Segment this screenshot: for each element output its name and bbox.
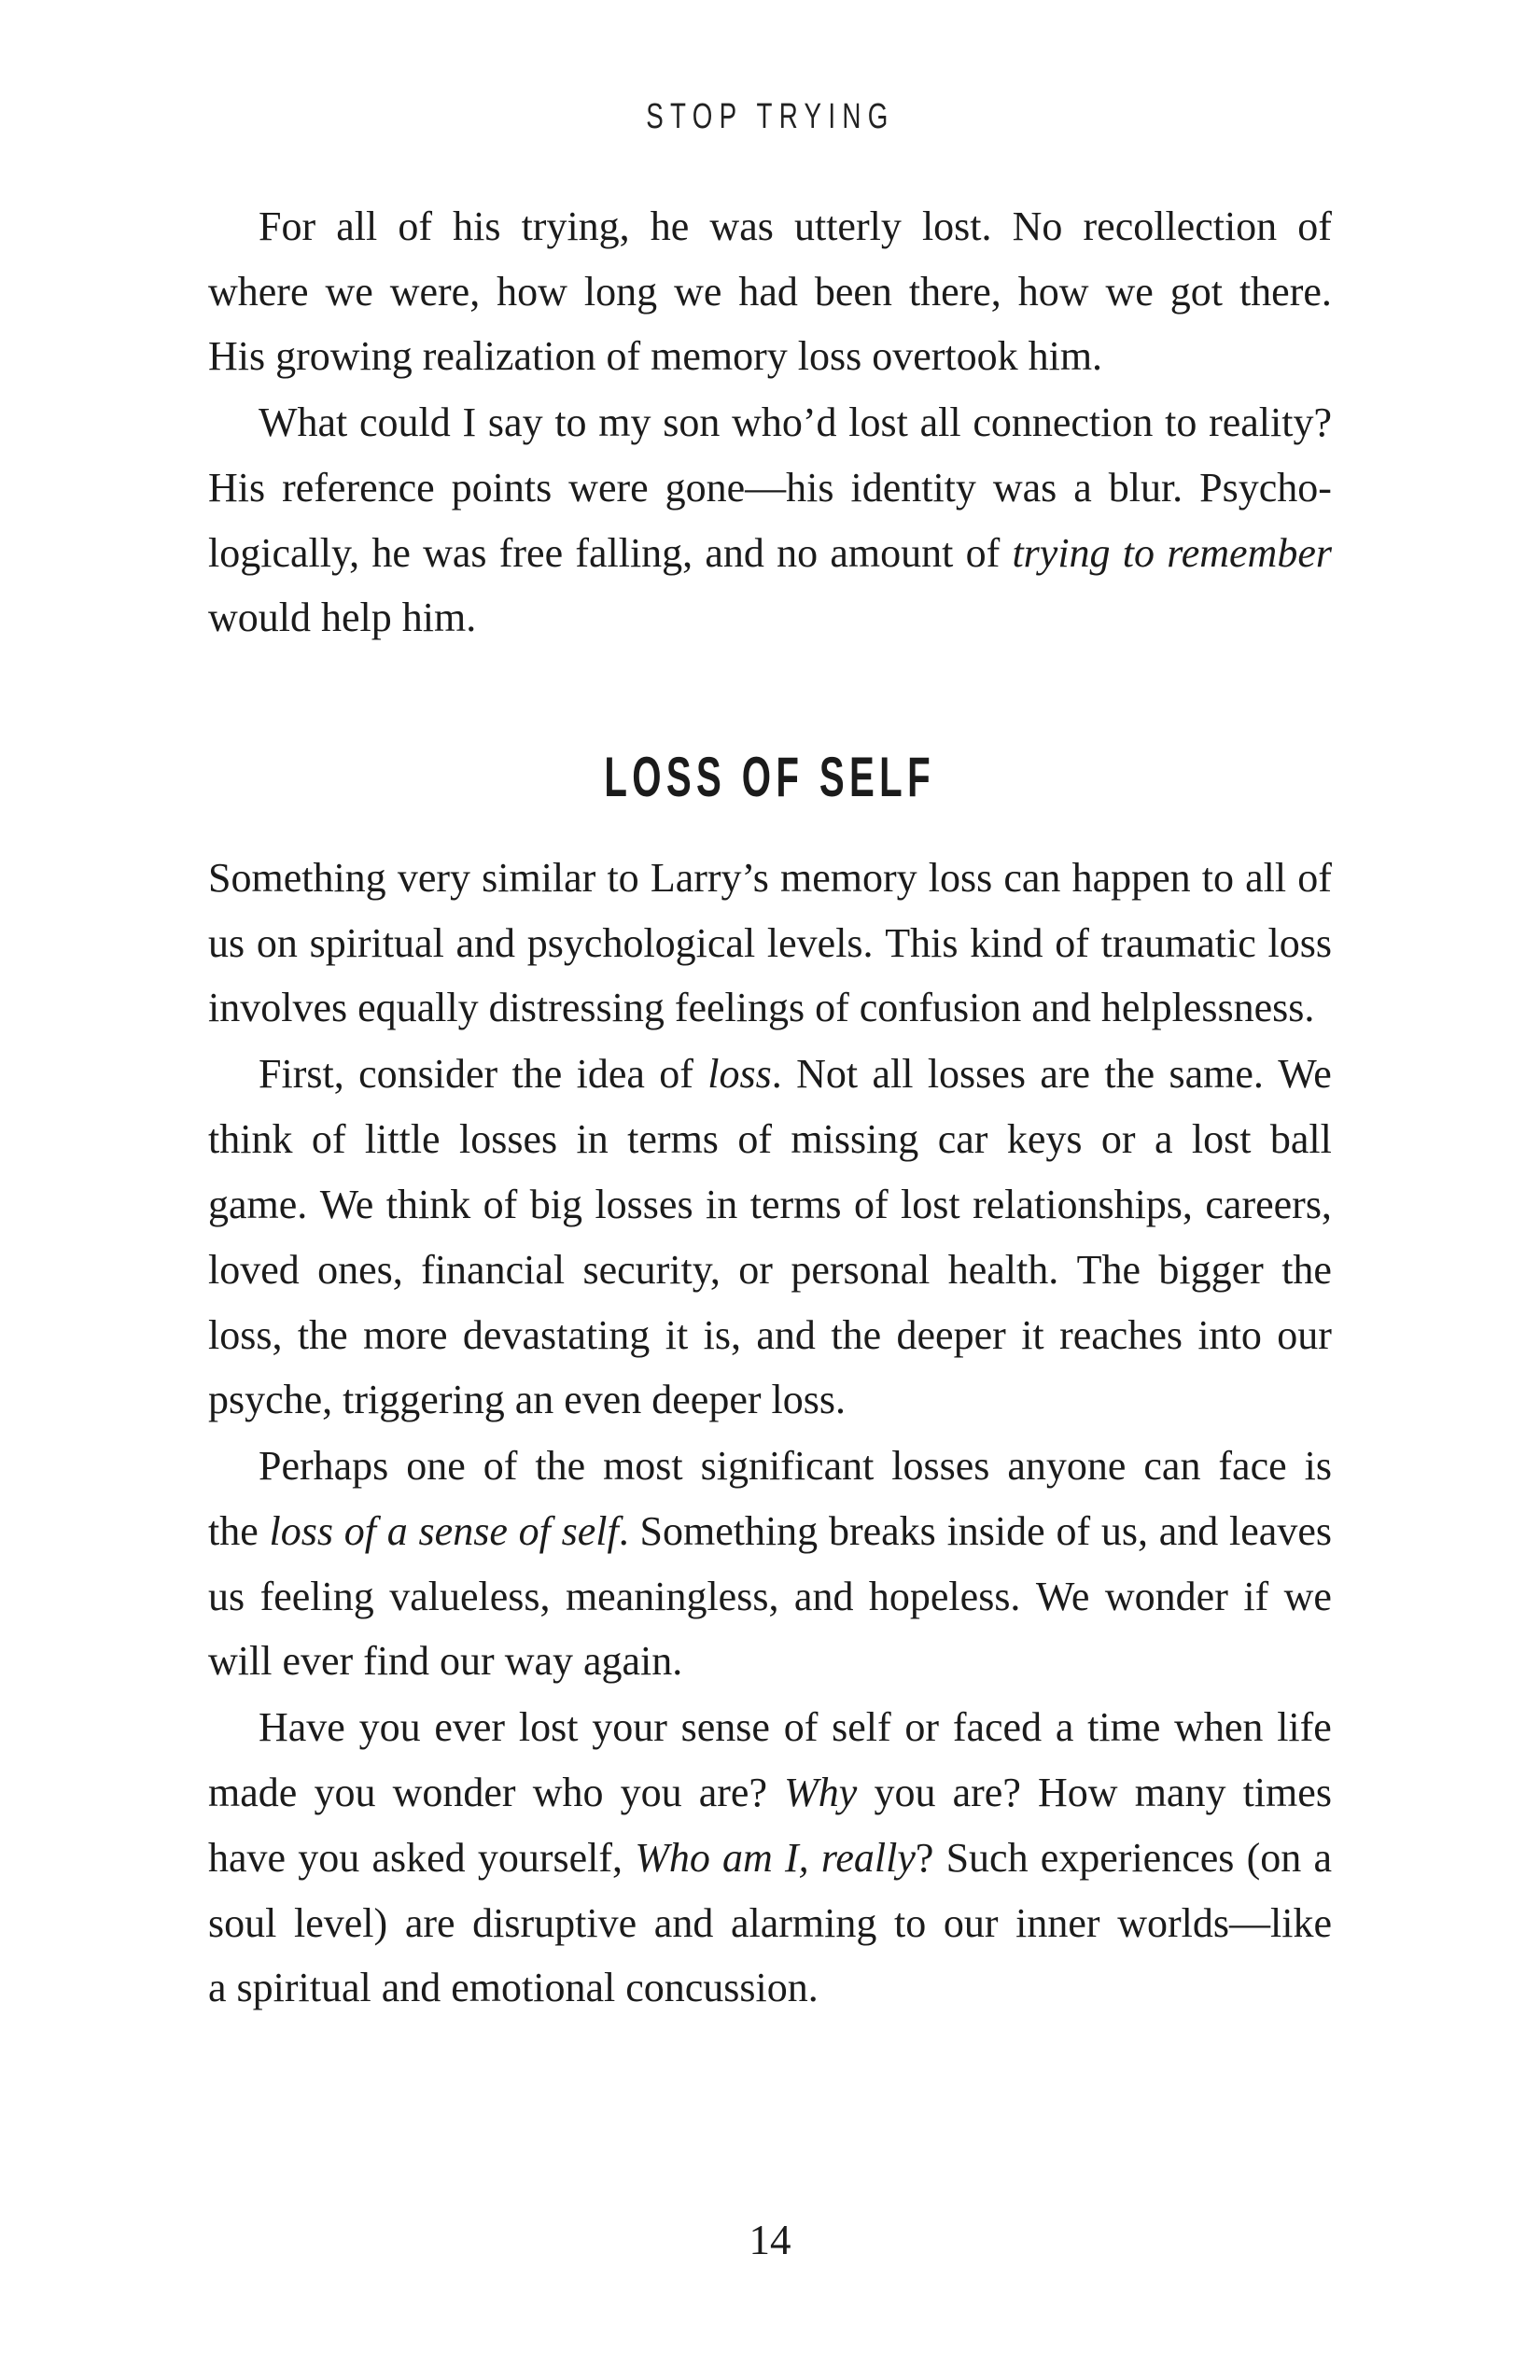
word: a [1313, 1834, 1332, 1881]
word: traumatic [1100, 919, 1256, 966]
text-line [208, 324, 1332, 389]
word: made [208, 1769, 298, 1815]
word: many [1134, 1769, 1226, 1815]
word: most [603, 1442, 683, 1489]
word: how [497, 268, 567, 315]
text-line [208, 1825, 1332, 1890]
word: faced [952, 1703, 1043, 1750]
word: I, [785, 1834, 809, 1881]
text-line [208, 389, 1332, 455]
word: of [1297, 203, 1332, 249]
word: worlds—like [1117, 1899, 1332, 1946]
word: terms [749, 1181, 842, 1227]
word: our [943, 1899, 999, 1946]
word: We [319, 1181, 374, 1227]
word: son [663, 399, 721, 445]
text-line [208, 1694, 1332, 1759]
word: losses [891, 1442, 990, 1489]
word: experiences [1040, 1834, 1235, 1881]
word: ever [434, 1703, 506, 1750]
word: meaningless, [565, 1573, 779, 1619]
paragraph [208, 1694, 1332, 2021]
body-text: involves equally distressing feelings of confusion and helplessness. [208, 985, 1315, 1030]
word: consider [358, 1050, 498, 1097]
word: his [453, 203, 501, 249]
word: sense [418, 1507, 508, 1554]
text-line [208, 1955, 1332, 2021]
word: spiritual [309, 919, 444, 966]
word: if [1243, 1573, 1269, 1619]
word: blur. [1108, 464, 1183, 511]
word: The [1076, 1246, 1141, 1293]
text-line [208, 1237, 1332, 1302]
word: car [937, 1115, 988, 1162]
word: to [1122, 529, 1155, 576]
word: to [1201, 854, 1234, 901]
word: think [208, 1115, 293, 1162]
word: the [208, 1507, 259, 1554]
word: of [518, 1507, 551, 1554]
word: very [397, 854, 470, 901]
word: keys [1006, 1115, 1083, 1162]
word: were, [389, 268, 481, 315]
word: missing [791, 1115, 919, 1162]
word: a [1055, 1703, 1074, 1750]
page-footer [0, 2219, 1540, 2261]
word: loss [269, 1507, 334, 1554]
word: in [576, 1115, 609, 1162]
word: memory [780, 854, 917, 901]
word: breaks [828, 1507, 936, 1554]
word: the [535, 1442, 586, 1489]
word: identity [850, 464, 976, 511]
word: reaches [1059, 1311, 1183, 1358]
word: could [359, 399, 451, 445]
word: am [722, 1834, 773, 1881]
word: you [298, 1834, 360, 1881]
word: gone—his [665, 464, 834, 511]
word: can [1143, 1442, 1201, 1489]
word: same. [1169, 1050, 1264, 1097]
text-line [208, 259, 1332, 324]
word: on [256, 919, 298, 966]
word: a [1073, 464, 1092, 511]
body-text: would help him. [208, 595, 477, 640]
word: anyone [1007, 1442, 1127, 1489]
word: kind [970, 919, 1043, 966]
section-heading-text: LOSS OF SELF [604, 746, 936, 808]
word: trying, [521, 203, 630, 249]
page-number: 14 [749, 2217, 791, 2263]
text-line [208, 1041, 1332, 1106]
word: we [674, 268, 722, 315]
word: your [592, 1703, 667, 1750]
word: the [1104, 1050, 1155, 1097]
word: Something [639, 1507, 819, 1554]
word: was [423, 529, 487, 576]
word: been [814, 268, 892, 315]
word: and [455, 919, 516, 966]
word: of [783, 1703, 819, 1750]
word: feeling [259, 1573, 374, 1619]
word: We [1278, 1050, 1332, 1097]
word: points [451, 464, 553, 511]
word: lost [901, 1181, 960, 1227]
word: losses [595, 1181, 693, 1227]
word: terms [627, 1115, 719, 1162]
word: bigger [1158, 1246, 1264, 1293]
word: lost. [921, 203, 992, 249]
paragraph [208, 1433, 1332, 1694]
word: is, [703, 1311, 741, 1358]
word: time [1087, 1703, 1161, 1750]
text-line [208, 910, 1332, 975]
word: of [311, 1115, 346, 1162]
word: asked [371, 1834, 466, 1881]
word: happen [1071, 854, 1191, 901]
word: amount [830, 529, 954, 576]
word: to [894, 1899, 927, 1946]
paragraph [208, 845, 1332, 1041]
text-line [208, 455, 1332, 520]
word: yourself, [477, 1834, 623, 1881]
word: you [314, 1769, 376, 1815]
word: psychological [526, 919, 756, 966]
word: Who [635, 1834, 710, 1881]
word: level) [294, 1899, 388, 1946]
word: is [1304, 1442, 1332, 1489]
text-line [208, 520, 1332, 585]
word: us [208, 919, 245, 966]
word: you [358, 1703, 421, 1750]
word: His [208, 464, 266, 511]
word: valueless, [389, 1573, 551, 1619]
word: one [406, 1442, 466, 1489]
running-header [0, 99, 1540, 134]
word: Larry’s [650, 854, 769, 901]
word: it [1021, 1311, 1044, 1358]
word: and [793, 1573, 854, 1619]
word: Something [208, 854, 386, 901]
word: a [386, 1507, 408, 1554]
word: of [1297, 854, 1332, 901]
word: us [208, 1573, 245, 1619]
word: What [259, 399, 348, 445]
word: For [259, 203, 316, 249]
word: of [398, 203, 432, 249]
word: and [756, 1311, 816, 1358]
body-text: His growing realization of memory loss overtook him. [208, 333, 1103, 379]
word: loss [928, 854, 993, 901]
word: he [650, 203, 690, 249]
word: all [336, 203, 378, 249]
word: times [1242, 1769, 1332, 1815]
word: careers, [1205, 1181, 1332, 1227]
word: lost [518, 1703, 579, 1750]
word: are? [698, 1769, 767, 1815]
word: to [1165, 399, 1197, 445]
word: lost [1191, 1115, 1252, 1162]
word: the [1281, 1246, 1332, 1293]
word: (on [1246, 1834, 1302, 1881]
text-line [208, 1171, 1332, 1237]
word: free [498, 529, 564, 576]
word: say [487, 399, 543, 445]
word: the [297, 1311, 348, 1358]
word: Have [259, 1703, 345, 1750]
word: devastating [462, 1311, 651, 1358]
word: connection [973, 399, 1154, 445]
word: in [706, 1181, 738, 1227]
word: remember [1167, 529, 1332, 576]
word: No [1012, 203, 1063, 249]
word: self. [561, 1507, 629, 1554]
word: we [1105, 268, 1154, 315]
word: think [385, 1181, 471, 1227]
word: who’d [732, 399, 837, 445]
word: losses [927, 1050, 1026, 1097]
word: no [777, 529, 819, 576]
text-line [208, 585, 1332, 651]
word: wonder [392, 1769, 516, 1815]
word: Psycho- [1199, 464, 1332, 511]
text-line [208, 1890, 1332, 1955]
body-text: psyche, triggering an even deeper loss. [208, 1377, 846, 1422]
running-header-title: STOP TRYING [645, 97, 895, 136]
word: deeper [896, 1311, 1006, 1358]
text-line [208, 975, 1332, 1041]
word: reference [282, 464, 435, 511]
word: there, [908, 268, 1001, 315]
text-line [208, 1367, 1332, 1433]
text-line [208, 1759, 1332, 1825]
word: where [208, 268, 309, 315]
word: of [483, 1442, 518, 1489]
word: are [1040, 1050, 1091, 1097]
word: falling, [575, 529, 693, 576]
word: really? [820, 1834, 934, 1881]
word: levels. [766, 919, 874, 966]
word: are? [952, 1769, 1021, 1815]
word: to [554, 399, 587, 445]
word: Such [945, 1834, 1029, 1881]
word: How [1038, 1769, 1118, 1815]
paragraph [208, 389, 1332, 651]
word: or [1100, 1115, 1136, 1162]
word: a [1154, 1115, 1173, 1162]
word: have [208, 1834, 287, 1881]
word: health. [947, 1246, 1059, 1293]
paragraph [208, 193, 1332, 389]
text-line [208, 1433, 1332, 1498]
word: long [583, 268, 658, 315]
word: of [483, 1181, 518, 1227]
word: had [738, 268, 798, 315]
word: or [904, 1703, 940, 1750]
word: We [1035, 1573, 1090, 1619]
word: can [1003, 854, 1061, 901]
word: it [665, 1311, 689, 1358]
word: logically, [208, 529, 360, 576]
word: hopeless. [868, 1573, 1021, 1619]
word: significant [700, 1442, 875, 1489]
word: and [653, 1899, 714, 1946]
word: lost [848, 399, 908, 445]
word: he [371, 529, 411, 576]
word: soul [208, 1899, 277, 1946]
word: disruptive [472, 1899, 637, 1946]
word: game. [208, 1181, 308, 1227]
word: you [874, 1769, 936, 1815]
word: trying [1012, 529, 1111, 576]
word: This [885, 919, 959, 966]
word: when [1174, 1703, 1264, 1750]
text-line [208, 1106, 1332, 1171]
word: security, [582, 1246, 721, 1293]
word: all [919, 399, 961, 445]
word: self [832, 1703, 891, 1750]
word: who [532, 1769, 604, 1815]
word: of [737, 1115, 772, 1162]
word: little [364, 1115, 441, 1162]
word: life [1277, 1703, 1332, 1750]
word: Not [796, 1050, 859, 1097]
word: to [607, 854, 639, 901]
section-heading [208, 740, 1332, 815]
word: utterly [793, 203, 902, 249]
word: of [1056, 1507, 1091, 1554]
word: we [325, 268, 373, 315]
word: into [1197, 1311, 1262, 1358]
word: loss, [208, 1311, 283, 1358]
text-line [208, 1629, 1332, 1694]
word: loved [208, 1246, 300, 1293]
word: of [853, 1181, 889, 1227]
word: us, [1100, 1507, 1148, 1554]
word: all [1245, 854, 1287, 901]
word: was [992, 464, 1057, 511]
word: First, [259, 1050, 344, 1097]
body-text: will ever find our way again. [208, 1638, 683, 1684]
word: and [1158, 1507, 1219, 1554]
word: idea [576, 1050, 645, 1097]
page-body [208, 193, 1332, 2021]
word: Why [784, 1769, 858, 1815]
word: of [659, 1050, 693, 1097]
word: ones, [317, 1246, 403, 1293]
word: financial [421, 1246, 566, 1293]
word: the [831, 1311, 882, 1358]
word: got [1169, 268, 1223, 315]
word: are [404, 1899, 455, 1946]
word: sense [680, 1703, 770, 1750]
word: there. [1239, 268, 1332, 315]
word: of [343, 1507, 377, 1554]
word: my [598, 399, 651, 445]
text-line [208, 845, 1332, 910]
word: loss. [707, 1050, 782, 1097]
word: reality? [1209, 399, 1332, 445]
word: was [709, 203, 774, 249]
word: of [1055, 919, 1089, 966]
word: all [872, 1050, 914, 1097]
word: similar [482, 854, 596, 901]
word: were [568, 464, 649, 511]
word: how [1017, 268, 1089, 315]
word: personal [791, 1246, 931, 1293]
paragraph [208, 1041, 1332, 1433]
word: we [1283, 1573, 1332, 1619]
word: big [529, 1181, 582, 1227]
text-line [208, 1302, 1332, 1367]
word: I [462, 399, 477, 445]
word: Perhaps [259, 1442, 389, 1489]
word: or [738, 1246, 773, 1293]
text-line [208, 193, 1332, 259]
word: of [965, 529, 1001, 576]
body-text: a spiritual and emotional concussion. [208, 1965, 819, 2010]
word: you [620, 1769, 682, 1815]
word: recollection [1083, 203, 1278, 249]
word: wonder [1104, 1573, 1228, 1619]
word: the [511, 1050, 563, 1097]
text-line [208, 1563, 1332, 1629]
word: more [363, 1311, 448, 1358]
word: leaves [1229, 1507, 1332, 1554]
word: ball [1269, 1115, 1332, 1162]
word: relationships, [973, 1181, 1193, 1227]
word: inner [1015, 1899, 1100, 1946]
word: face [1218, 1442, 1287, 1489]
word: inside [946, 1507, 1045, 1554]
text-line [208, 1498, 1332, 1563]
word: and [705, 529, 764, 576]
word: losses [458, 1115, 558, 1162]
word: loss [1267, 919, 1332, 966]
word: our [1277, 1311, 1332, 1358]
word: alarming [730, 1899, 877, 1946]
